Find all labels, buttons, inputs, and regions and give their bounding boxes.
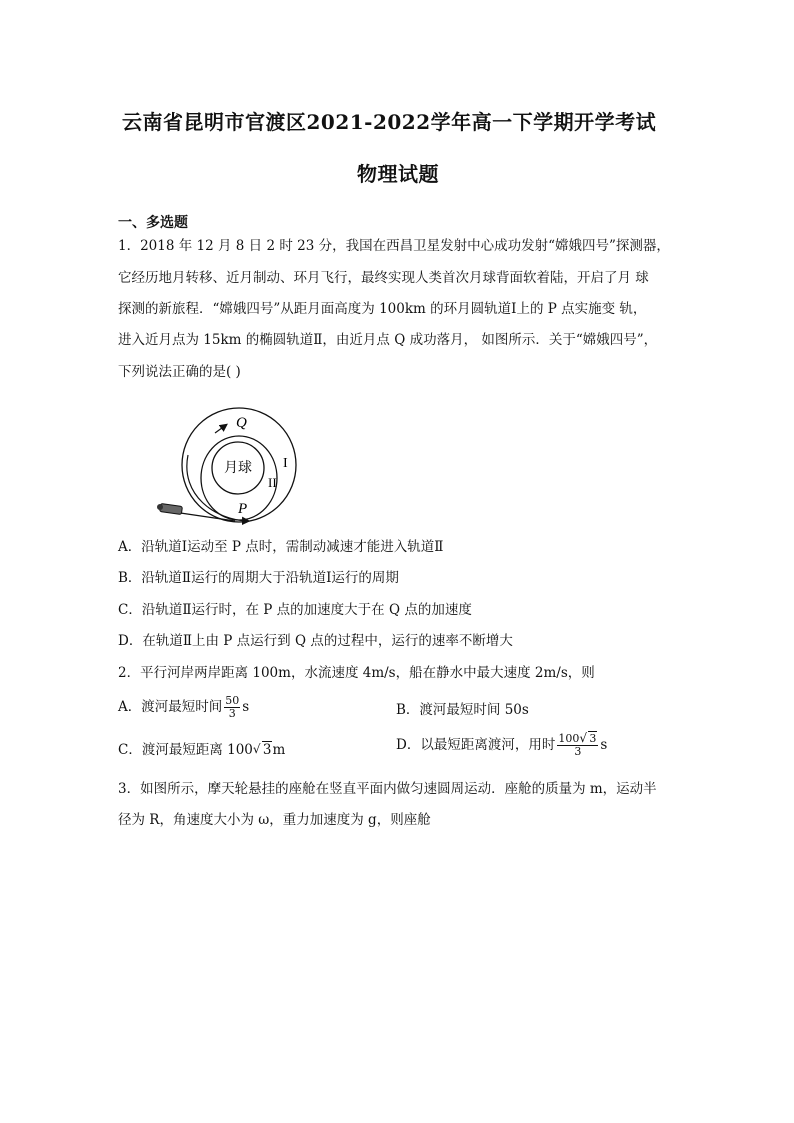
q1-line-4: 进入近月点为 15km 的椭圆轨道Ⅱ，由近月点 Q 成功落月， 如图所示．关于“嫦娥四号”，: [118, 332, 658, 348]
document-title: 云南省昆明市官渡区2021-2022学年高一下学期开学考试: [122, 110, 657, 134]
label-orbit-II: II: [268, 475, 277, 490]
q2-option-d-num-radicand: 3: [589, 732, 597, 745]
probe-icon: [157, 504, 182, 515]
q1-option-c: C．沿轨道Ⅱ运行时，在 P 点的加速度大于在 Q 点的加速度: [118, 602, 472, 618]
label-orbit-I: I: [283, 456, 288, 471]
q1-option-a: A．沿轨道Ⅰ运动至 P 点时，需制动减速才能进入轨道Ⅱ: [118, 539, 444, 555]
q2-stem: 2．平行河岸两岸距离 100m，水流速度 4m/s，船在静水中最大速度 2m/s，则: [118, 665, 595, 681]
moon-orbit-figure: [140, 395, 310, 530]
q1-option-d: D．在轨道Ⅱ上由 P 点运行到 Q 点的过程中，运行的速率不断增大: [118, 633, 513, 649]
q2-option-c-radicand: 3: [262, 742, 272, 758]
q2-option-d-prefix: D．以最短距离渡河，用时: [396, 737, 556, 753]
q1-line-2: 它经历地月转移、近月制动、环月飞行，最终实现人类首次月球背面软着陆，开启了月 球: [118, 270, 649, 286]
q3-line-1: 3．如图所示，摩天轮悬挂的座舱在竖直平面内做匀速圆周运动．座舱的质量为 m，运动半: [118, 781, 657, 797]
q1-line-5: 下列说法正确的是( ): [118, 364, 241, 380]
label-Q: Q: [236, 415, 247, 431]
q2-option-a-numerator: 50: [225, 694, 240, 707]
q1-line-1: 1．2018 年 12 月 8 日 2 时 23 分，我国在西昌卫星发射中心成功发射“嫦娥四号”探测器，: [118, 238, 670, 254]
q2-option-c-radical: [253, 740, 273, 761]
q2-option-d-fraction: [557, 733, 598, 758]
q2-option-a-fraction: [224, 695, 240, 720]
q2-option-d-denominator: 3: [574, 745, 582, 758]
orbit-arrow-top: [215, 425, 226, 433]
q2-option-c-prefix: C．渡河最短距离 100: [118, 742, 253, 758]
document-subtitle: 物理试题: [357, 162, 439, 186]
q2-option-d: [396, 733, 607, 758]
q2-option-d-num-radical: [579, 733, 597, 745]
section-heading-multiple-choice: 一、多选题: [118, 215, 188, 231]
q2-option-a-denominator: 3: [228, 707, 236, 720]
q2-option-d-num-coef: 100: [558, 732, 580, 745]
q2-option-d-unit: s: [600, 737, 608, 753]
q1-option-b: B．沿轨道Ⅱ运行的周期大于沿轨道Ⅰ运行的周期: [118, 570, 399, 586]
q2-option-b: B．渡河最短时间 50s: [396, 702, 529, 718]
q2-option-a-unit: s: [242, 699, 250, 715]
q3-line-2: 径为 R，角速度大小为 ω，重力加速度为 g，则座舱: [118, 812, 431, 828]
q2-option-c: [118, 740, 285, 761]
label-P: P: [238, 501, 248, 517]
q2-option-a-prefix: A．渡河最短时间: [118, 699, 223, 715]
label-moon: 月球: [224, 460, 252, 476]
q1-line-3: 探测的新旅程．“嫦娥四号”从距月面高度为 100km 的环月圆轨道Ⅰ上的 P 点实施变 轨，: [118, 301, 647, 317]
q2-option-c-unit: m: [272, 742, 286, 758]
q2-option-a: [118, 695, 249, 720]
